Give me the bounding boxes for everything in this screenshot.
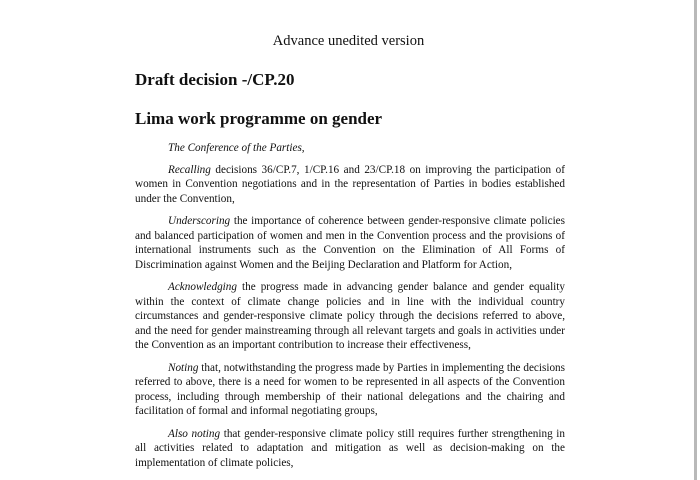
paragraph-lead: Acknowledging [168, 281, 237, 293]
paragraph-lead: Noting [168, 361, 199, 374]
version-header: Advance unedited version [272, 33, 425, 49]
paragraph-text: that gender-responsive climate policy still requires further strengthening in all activities related to adaptation and mitigation as well as decision-making on the implementation of climate policies, [135, 427, 565, 469]
decision-number: Draft decision -/CP.20 [135, 70, 295, 89]
paragraph-text: the progress made in advancing gender balance and gender equality within the context of climate change policies and in line with the individual country circumstances and gender-responsive climate policy through the decisions referred to above, and the need for gender mainstreaming through all relevant targets and goals in activities under the Convention as an important contribution to increase their effectiveness, [135, 281, 565, 351]
paragraph-text: decisions 36/CP.7, 1/CP.16 and 23/CP.18 on improving the participation of women in Convention negotiations and in the representation of Parties in bodies established under the Convention, [135, 163, 565, 205]
paragraph-recalling [135, 163, 565, 207]
document-title: Lima work programme on gender [135, 109, 383, 128]
paragraph-noting [135, 361, 565, 419]
paragraph-text: that, notwithstanding the progress made by Parties in implementing the decisions referred to above, there is a need for women to be represented in all aspects of the Convention process, including through membership of their national delegations and the chairing and facilitation of formal and informal negotiating groups, [135, 361, 565, 417]
paragraph-lead: Underscoring [168, 215, 231, 227]
paragraph-underscoring [135, 214, 565, 272]
paragraph-preamble [135, 141, 565, 156]
paragraph-lead: Also noting [168, 427, 221, 440]
paragraph-also-noting [135, 427, 565, 471]
paragraph-acknowledging [135, 280, 565, 353]
paragraph-lead: Recalling [168, 163, 211, 176]
document-body [135, 141, 565, 478]
paragraph-lead: The Conference of the Parties, [168, 142, 305, 154]
paragraph-text: the importance of coherence between gender-responsive climate policies and balanced participation of women and men in the Convention process and the provisions of international instruments such as the Convention on the Elimination of All Forms of Discrimination against Women and the Beijing Declaration and Platform for Action, [135, 215, 565, 271]
